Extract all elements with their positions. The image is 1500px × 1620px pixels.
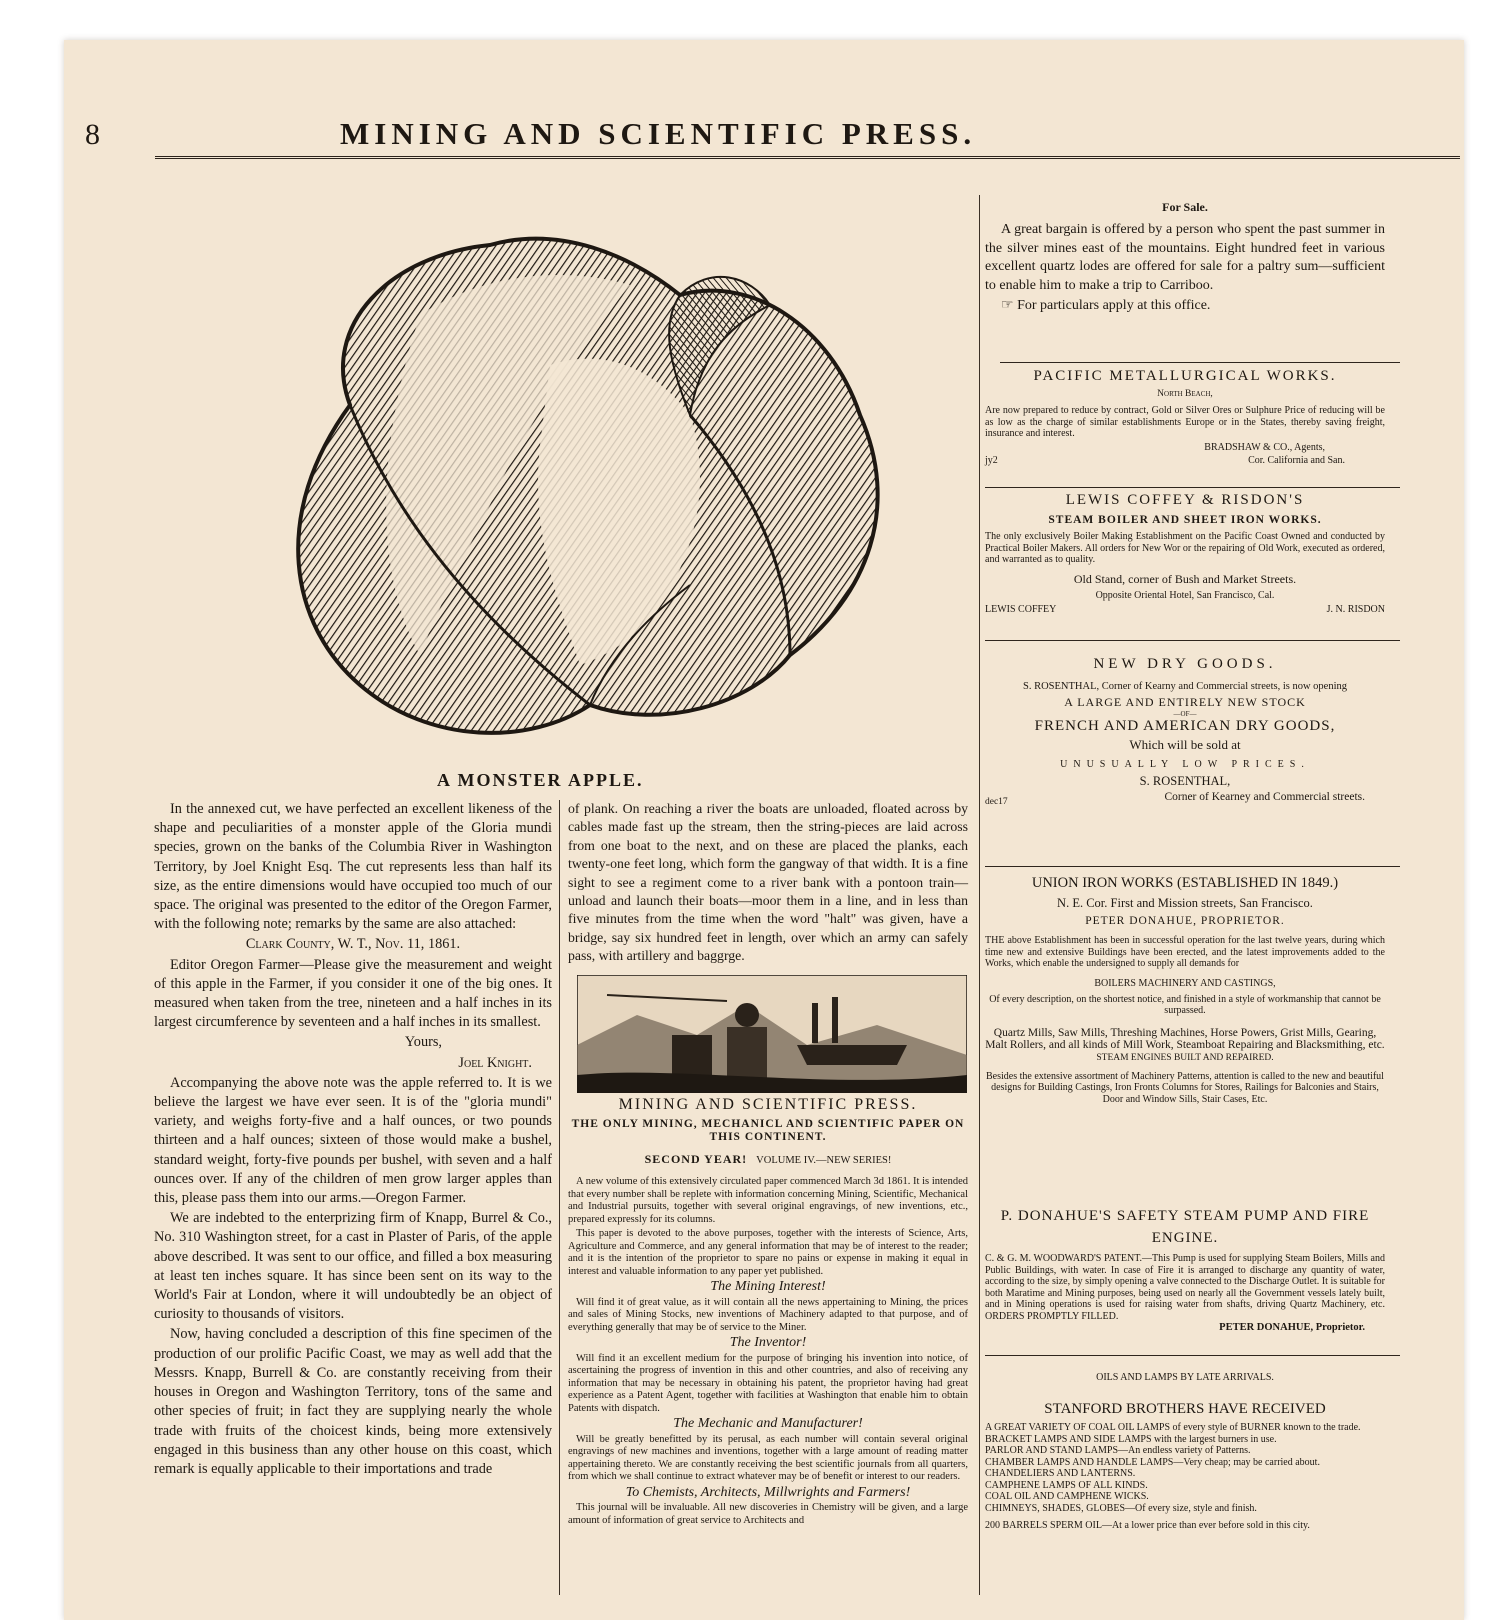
- article-paragraph: We are indebted to the enterprizing firm of Knapp, Burrel & Co., No. 310 Washington street, for a cast in Plaster of Paris, of the apple above described. It was sent to our office, and filled a box measuring at least ten inches square. It has since been sent on its way to the World's Fair at London, where it will undoubtedly be an object of curiosity to thousands of visitors.: [154, 1210, 552, 1323]
- section-heading: To Chemists, Architects, Millwrights and Farmers!: [625, 1484, 911, 1500]
- apple-engraving: [230, 185, 920, 785]
- ad-code: dec17: [985, 797, 1008, 807]
- ad-divider: [1000, 362, 1400, 363]
- list-item: CAMPHENE LAMPS OF ALL KINDS.: [985, 1479, 1148, 1491]
- list-item: PARLOR AND STAND LAMPS—An endless variety of Patterns.: [985, 1445, 1251, 1456]
- union-iron-works-ad: [985, 875, 1385, 1105]
- ad-subtitle: STEAM BOILER AND SHEET IRON WORKS.: [1048, 514, 1322, 526]
- ad-subtitle: STANFORD BROTHERS HAVE RECEIVED: [1044, 1401, 1326, 1417]
- ad-divider: [985, 640, 1400, 641]
- section-heading: The Mechanic and Manufacturer!: [673, 1416, 863, 1432]
- ad-title: OILS AND LAMPS BY LATE ARRIVALS.: [1096, 1372, 1274, 1383]
- donahue-pump-ad: [985, 1205, 1385, 1333]
- column-rule: [559, 800, 560, 1595]
- ad-body: A great bargain is offered by a person who spent the past summer in the silver mines east of the mountains. Eight hundred feet in various excellent quartz lodes are offered for sale for a paltry sum—sufficient to enable him to make a trip to Carriboo.: [985, 222, 1385, 293]
- ad-stand: Old Stand, corner of Bush and Market Streets.: [1073, 571, 1297, 586]
- ad-title: For Sale.: [1162, 200, 1208, 214]
- ad-note: For particulars apply at this office.: [1017, 298, 1211, 313]
- article-column-1: [154, 800, 552, 1480]
- for-sale-ad: [985, 200, 1385, 314]
- prospectus-paragraph: This journal will be invaluable. All new discoveries in Chemistry will be given, and a large amount of information of great service to Architects and: [568, 1502, 968, 1526]
- ad-body: THE above Establishment has been in successful operation for the last twelve years, during which time new and extensive Buildings have been erected, and the latest improvements added to the Works, which enable the undersigned to supply all demands for: [985, 935, 1385, 969]
- article-paragraph: of plank. On reaching a river the boats are unloaded, floated across by cables made fast up the stream, then the string-pieces are laid across from one boat to the next, and on these are placed the planks, each twenty-one feet long, which form the gangway of that width. It is a fine sight to see a regiment come to a river bank with a pontoon train—unload and launch their boats—moor them in a line, and in less than five minutes from the time when the word "halt" was given, have a bridge, say six hundred feet in length, over which an army can safely pass, with artillery and baggrge.: [568, 801, 968, 964]
- page-number: 8: [85, 118, 100, 151]
- prospectus-paragraph: Will be greatly benefitted by its perusal, as each number will contain several original engravings of new machines and inventions, together with a large amount of reading matter appertaining thereto. We are constantly receiving the best scientific journals from all quarters, from which we shall continue to extract whatever may be of benefit or interest to our readers.: [568, 1433, 968, 1483]
- ad-title: NEW DRY GOODS.: [1093, 656, 1277, 672]
- ad-item-list: [985, 1422, 1385, 1532]
- ad-title: UNION IRON WORKS (ESTABLISHED IN 1849.): [1031, 875, 1339, 891]
- list-item: 200 BARRELS SPERM OIL—At a lower price than ever before sold in this city.: [985, 1520, 1310, 1531]
- article-title: A MONSTER APPLE.: [437, 770, 644, 790]
- lewis-coffey-ad: [985, 492, 1385, 615]
- prospectus-headline: THE ONLY MINING, MECHANICL AND SCIENTIFIC PAPER ON THIS CONTINENT.: [571, 1118, 965, 1144]
- letter-body: Editor Oregon Farmer—Please give the measurement and weight of this apple in the Farmer, if you consider it one of the big ones. It measured when taken from the tree, nineteen and a half inches in its largest circumference by seventeen and a half inches in its smallest.: [154, 956, 552, 1031]
- ad-line: —OF—: [1173, 710, 1197, 718]
- ad-line: S. ROSENTHAL, Corner of Kearny and Commercial streets, is now opening: [1023, 681, 1347, 692]
- list-item: A GREAT VARIETY OF COAL OIL LAMPS of every style of BURNER known to the trade.: [985, 1422, 1361, 1433]
- ad-line: UNUSUALLY LOW PRICES.: [1060, 759, 1310, 770]
- ad-line: Of every description, on the shortest notice, and finished in a style of workmanship that cannot be surpassed.: [989, 993, 1381, 1016]
- ad-proprietor: PETER DONAHUE, PROPRIETOR.: [1085, 915, 1285, 927]
- letter-signature: Joel Knight.: [458, 1054, 532, 1071]
- article-paragraph: Accompanying the above note was the apple referred to. It is we believe the largest we have ever seen. It is of the "gloria mundi" variety, and weighs forty-five and a half ounces, or two pounds thirteen and a half ounces; sixteen of those would make a bushel, standard weight, forty-five pounds per bushel, with seven and a half ounces over. If any of the children of men grow larger apples than this, please pass them into our arms.—Oregon Farmer.: [154, 1074, 552, 1207]
- ad-line: A LARGE AND ENTIRELY NEW STOCK: [1064, 695, 1306, 709]
- letter-dateline: Clark County, W. T., Nov. 11, 1861.: [245, 936, 461, 953]
- article-paragraph: Now, having concluded a description of this fine specimen of the production of our prolific Pacific Coast, we may as well add that the Messrs. Knapp, Burrell & Co. are constantly receiving from their houses in Oregon and Washington Territory, tons of the same and other species of fruit; in fact they are supplying nearly the whole trade with fruits of the choicest kinds, being more extensively engaged in this business than any other house on this coast, which remark is equally applicable to their importations and trade: [154, 1326, 552, 1477]
- ad-title: PACIFIC METALLURGICAL WORKS.: [1033, 368, 1337, 384]
- ad-name: LEWIS COFFEY: [985, 603, 1057, 615]
- ad-subtitle: North Beach,: [1157, 389, 1213, 399]
- ad-title: LEWIS COFFEY & RISDON'S: [1065, 492, 1305, 508]
- list-item: CHAMBER LAMPS AND HANDLE LAMPS—Very cheap; may be carried about.: [985, 1456, 1320, 1468]
- section-heading: The Mining Interest!: [710, 1279, 826, 1295]
- engraving-caption: MINING AND SCIENTIFIC PRESS.: [618, 1096, 918, 1113]
- ad-line: FRENCH AND AMERICAN DRY GOODS,: [1034, 718, 1336, 734]
- ad-line: BOILERS MACHINERY AND CASTINGS,: [1094, 977, 1276, 989]
- ad-divider: [985, 866, 1400, 867]
- list-item: COAL OIL AND CAMPHENE WICKS.: [985, 1491, 1149, 1502]
- column-rule: [979, 195, 980, 1595]
- list-item: CHIMNEYS, SHADES, GLOBES—Of every size, style and finish.: [985, 1502, 1257, 1514]
- ad-address: Cor. California and San.: [1248, 455, 1345, 466]
- article-paragraph: In the annexed cut, we have perfected an excellent likeness of the shape and peculiarities of a monster apple of the Gloria mundi species, grown on the banks of the Columbia River in Washington Territory, by Joel Knight Esq. The cut represents less than half its size, as the entire dimensions would have occupied too much of our space. The original was presented to the editor of the Oregon Farmer, with the following note; remarks by the same are also attached:: [154, 801, 552, 933]
- ad-body: C. & G. M. WOODWARD'S PATENT.—This Pump is used for supplying Steam Boilers, Mills and Public Buildings, with water. In case of Fire it is arranged to discharge any quantity of water, according to the size, by simply opening a valve connected to the Discharge Outlet. It is suitable for both Maratime and Mining purposes, being used on nearly all the Government vessels lately built, and in Mining operations is used for raising water from shafts, driving Quartz Machinery, etc. ORDERS PROMPTLY FILLED.: [985, 1253, 1385, 1322]
- ad-line: STEAM ENGINES BUILT AND REPAIRED.: [1096, 1052, 1274, 1063]
- ad-name: J. N. RISDON: [1326, 603, 1385, 615]
- dry-goods-ad: [985, 656, 1385, 807]
- article-column-2: [568, 800, 968, 967]
- ad-name: S. ROSENTHAL,: [1139, 774, 1231, 788]
- oils-lamps-ad: [985, 1372, 1385, 1532]
- volume-label: VOLUME IV.—NEW SERIES!: [756, 1155, 892, 1167]
- prospectus-paragraph: Will find it an excellent medium for the purpose of bringing his invention into notice, of ascertaining the progress of invention in this and other countries, and also of receiving any information that may be necessary in obtaining his patent, the proprietor having had great experience as a Patent Agent, together with facilities at Washington that enable him to obtain Patents with dispatch.: [568, 1352, 968, 1414]
- prospectus-paragraph: Will find it of great value, as it will contain all the news appertaining to Mining, the prices and sales of Mining Stocks, new inventions of Machinery adapted to that purpose, and of everything generally that may be of service to the Miner.: [568, 1296, 968, 1333]
- second-year: SECOND YEAR!: [644, 1152, 748, 1167]
- ad-divider: [985, 1355, 1400, 1356]
- masthead-title: MINING AND SCIENTIFIC PRESS.: [340, 116, 977, 151]
- ad-line: Which will be sold at: [1129, 737, 1241, 752]
- ad-body: Are now prepared to reduce by contract, Gold or Silver Ores or Sulphure Price of reducing will be as low as the charge of similar establishments Europe or in the States, thereby saving freight, insurance and interest.: [985, 405, 1385, 439]
- ad-line: Besides the extensive assortment of Machinery Patterns, attention is called to the new and beautiful designs for Building Castings, Iron Fronts Columns for Stores, Railings for Balconies and Stairs, Door and Window Sills, Stair Cases, Etc.: [986, 1070, 1384, 1105]
- ad-line: Quartz Mills, Saw Mills, Threshing Machines, Horse Powers, Grist Mills, Gearing, Malt Rollers, and all kinds of Mill Work, Steamboat Repairing and Blacksmithing, etc.: [985, 1026, 1385, 1051]
- pointing-hand-icon: ☞: [1001, 298, 1018, 313]
- ad-body: The only exclusively Boiler Making Establishment on the Pacific Coast Owned and conducted by Practical Boiler Makers. All orders for New Wor or the repairing of Old Work, executed as ordered, and warranted as to quality.: [985, 531, 1385, 565]
- ad-title: P. DONAHUE'S SAFETY STEAM PUMP AND FIRE ENGINE.: [1000, 1208, 1370, 1246]
- list-item: CHANDELIERS AND LANTERNS.: [985, 1468, 1136, 1479]
- ad-divider: [985, 487, 1400, 488]
- ad-address: N. E. Cor. First and Mission streets, San Francisco.: [1057, 896, 1313, 910]
- ad-opposite: Opposite Oriental Hotel, San Francisco, Cal.: [1095, 589, 1275, 601]
- prospectus-paragraph: This paper is devoted to the above purposes, together with the interests of Science, Arts, Agriculture and Commerce, and any general information that may be of interest to the reader; and it is the intention of the proprietor to spare no pains or expense in making it equal in interest and valuable information to any paper yet published.: [568, 1228, 968, 1277]
- section-heading: The Inventor!: [729, 1335, 807, 1351]
- pacific-metallurgical-ad: [985, 368, 1385, 467]
- prospectus: [568, 1095, 968, 1529]
- masthead-engraving: [577, 975, 967, 1093]
- ad-agent: BRADSHAW & CO., Agents,: [1204, 441, 1325, 453]
- list-item: BRACKET LAMPS AND SIDE LAMPS with the largest burners in use.: [985, 1433, 1277, 1445]
- ad-code: jy2: [985, 455, 998, 466]
- prospectus-paragraph: A new volume of this extensively circulated paper commenced March 3d 1861. It is intended that every number shall be replete with information concerning Mining, Scientific, Mechanical and Industrial pursuits, together with several original engravings, of new inventions, etc., prepared expressly for its columns.: [568, 1176, 968, 1225]
- ad-address: Corner of Kearney and Commercial streets.: [1164, 791, 1365, 803]
- letter-closing: Yours,: [404, 1034, 442, 1051]
- masthead-rule: [155, 156, 1460, 159]
- ad-signature: PETER DONAHUE, Proprietor.: [1219, 1322, 1365, 1333]
